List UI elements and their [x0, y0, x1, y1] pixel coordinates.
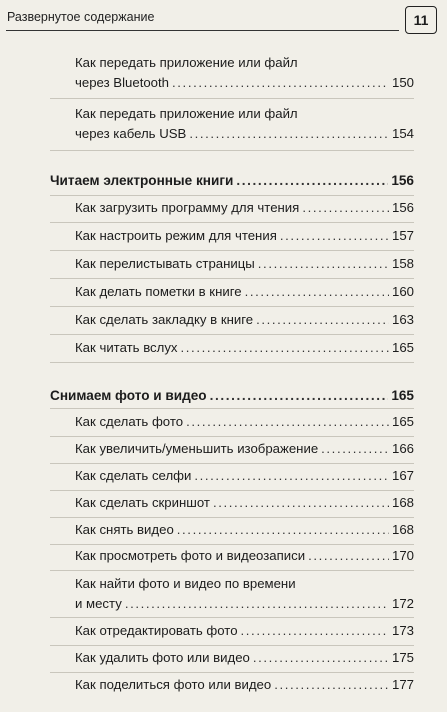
toc-entry-text-line1: Как передать приложение или файл: [75, 55, 298, 70]
leader-dots: [194, 466, 389, 486]
toc-page-number: 156: [391, 173, 414, 188]
toc-section-title: Читаем электронные книги: [50, 173, 234, 188]
leader-dots: [181, 338, 389, 358]
toc-entry-find-photo[interactable]: [75, 574, 414, 614]
divider: [50, 490, 414, 491]
leader-dots: [253, 648, 389, 668]
toc-page-number: 173: [391, 623, 414, 638]
running-title: Развернутое содержание: [7, 10, 155, 24]
divider: [50, 362, 414, 363]
toc-page-number: 172: [391, 596, 414, 611]
toc-entry[interactable]: [75, 226, 414, 246]
toc-entry[interactable]: [75, 254, 414, 274]
toc-entry[interactable]: [75, 310, 414, 330]
divider: [50, 278, 414, 279]
toc-entry[interactable]: [75, 546, 414, 566]
leader-dots: [213, 493, 389, 513]
toc-entry-text: Как удалить фото или видео: [75, 650, 250, 665]
leader-dots: [125, 594, 389, 614]
toc-entry-text: Как делать пометки в книге: [75, 284, 242, 299]
leader-dots: [186, 412, 389, 432]
toc-page-number: 170: [391, 548, 414, 563]
toc-entry-text: Как перелистывать страницы: [75, 256, 255, 271]
divider: [50, 195, 414, 196]
toc-entry[interactable]: [75, 520, 414, 540]
divider: [50, 334, 414, 335]
toc-page-number: 150: [391, 75, 414, 90]
toc-entry-text: Как сделать закладку в книге: [75, 312, 254, 327]
toc-entry-text: Как сделать скриншот: [75, 495, 210, 510]
leader-dots: [321, 439, 389, 459]
toc-entry-bluetooth[interactable]: [75, 53, 414, 93]
divider: [50, 306, 414, 307]
leader-dots: [210, 386, 389, 406]
toc-entry[interactable]: [75, 439, 414, 459]
divider: [50, 463, 414, 464]
leader-dots: [280, 226, 389, 246]
leader-dots: [241, 621, 389, 641]
toc-page-number: 167: [391, 468, 414, 483]
toc-section-photo-video[interactable]: [50, 386, 414, 406]
toc-page-number: 177: [391, 677, 414, 692]
leader-dots: [256, 310, 389, 330]
toc-entry-text: Как сделать селфи: [75, 468, 192, 483]
toc-entry-text: Как настроить режим для чтения: [75, 228, 277, 243]
page-number-box: 11: [405, 6, 437, 34]
toc-entry-text: Как читать вслух: [75, 340, 178, 355]
leader-dots: [245, 282, 389, 302]
toc-entry-text: через кабель USB: [75, 126, 187, 141]
toc-entry-text: Как загрузить программу для чтения: [75, 200, 300, 215]
toc-page-number: 168: [391, 522, 414, 537]
toc-entry[interactable]: [75, 648, 414, 668]
divider: [50, 436, 414, 437]
divider: [50, 645, 414, 646]
toc-entry[interactable]: [75, 466, 414, 486]
toc-entry-text: и месту: [75, 596, 122, 611]
divider: [50, 408, 414, 409]
divider: [50, 617, 414, 618]
divider: [50, 517, 414, 518]
leader-dots: [274, 675, 389, 695]
toc-page-number: 165: [391, 340, 414, 355]
divider: [50, 544, 414, 545]
toc-page-number: 158: [391, 256, 414, 271]
toc-page-number: 166: [391, 441, 414, 456]
toc-entry-text: Как поделиться фото или видео: [75, 677, 272, 692]
toc-page-number: 160: [391, 284, 414, 299]
leader-dots: [302, 198, 389, 218]
toc-entry-text: Как увеличить/уменьшить изображение: [75, 441, 319, 456]
toc-entry-text: Как отредактировать фото: [75, 623, 238, 638]
toc-section-ebooks[interactable]: [50, 171, 414, 191]
divider: [50, 222, 414, 223]
toc-page-number: 165: [391, 414, 414, 429]
toc-entry[interactable]: [75, 338, 414, 358]
toc-page-number: 168: [391, 495, 414, 510]
toc-entry-text-line1: Как найти фото и видео по времени: [75, 576, 296, 591]
toc-entry-text: Как снять видео: [75, 522, 174, 537]
toc-entry[interactable]: [75, 412, 414, 432]
toc-entry-text: через Bluetooth: [75, 75, 170, 90]
toc-entry[interactable]: [75, 493, 414, 513]
leader-dots: [258, 254, 389, 274]
toc-entry[interactable]: [75, 621, 414, 641]
toc-entry-text: Как просмотреть фото и видеозаписи: [75, 548, 306, 563]
toc-page-number: 165: [391, 388, 414, 403]
toc-entry[interactable]: [75, 198, 414, 218]
divider: [50, 250, 414, 251]
divider: [50, 98, 414, 99]
leader-dots: [308, 546, 389, 566]
toc-entry-text: Как сделать фото: [75, 414, 184, 429]
toc-entry[interactable]: [75, 282, 414, 302]
divider: [50, 570, 414, 571]
toc-page-number: 157: [391, 228, 414, 243]
toc-entry-usb[interactable]: [75, 104, 414, 144]
divider: [50, 150, 414, 151]
leader-dots: [172, 73, 389, 93]
toc-section-title: Снимаем фото и видео: [50, 388, 207, 403]
toc-page-number: 154: [391, 126, 414, 141]
toc-entry[interactable]: [75, 675, 414, 695]
toc-page-number: 175: [391, 650, 414, 665]
toc-entry-text-line1: Как передать приложение или файл: [75, 106, 298, 121]
toc-page-number: 156: [391, 200, 414, 215]
toc-page-number: 163: [391, 312, 414, 327]
divider: [50, 672, 414, 673]
leader-dots: [236, 171, 388, 191]
leader-dots: [189, 124, 389, 144]
leader-dots: [177, 520, 389, 540]
